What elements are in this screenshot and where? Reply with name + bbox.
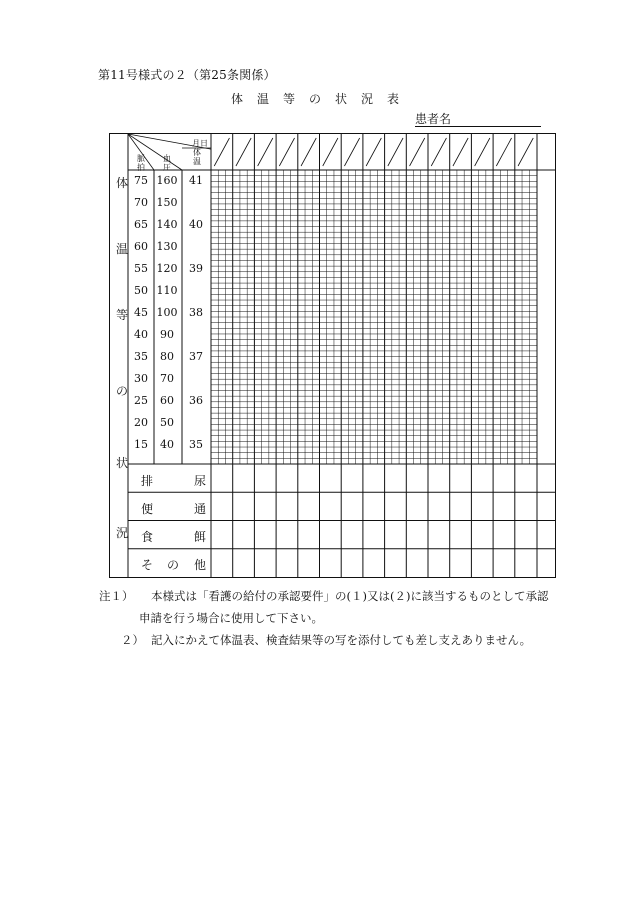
- title-char: 等: [282, 92, 295, 106]
- scale-pulse-value: 40: [134, 328, 148, 341]
- row-label-food-b: 餌: [194, 530, 207, 544]
- date-slash: [258, 138, 273, 166]
- note-1-number: 注１）: [99, 589, 134, 603]
- row-label-bowel-a: 便: [141, 502, 154, 516]
- scale-temp-value: 39: [189, 262, 203, 275]
- scale-bp-value: 110: [156, 284, 178, 297]
- title-char: の: [308, 92, 321, 106]
- row-label-other-b: 他: [194, 558, 207, 572]
- side-label-4: の: [116, 384, 129, 398]
- scale-bp-value: 160: [156, 174, 178, 187]
- scale-temp-value: 36: [189, 394, 203, 407]
- scale-temp-value: 37: [189, 350, 203, 363]
- side-label-3: 等: [116, 308, 129, 322]
- scale-bp-value: 120: [156, 262, 178, 275]
- date-slash: [453, 138, 468, 166]
- date-slash: [518, 138, 533, 166]
- scale-bp-value: 130: [156, 240, 178, 253]
- header-pulse: 脈拍: [137, 154, 145, 172]
- patient-name-field[interactable]: [415, 112, 541, 127]
- scale-pulse-value: 60: [134, 240, 148, 253]
- scale-bp-value: 40: [160, 438, 174, 451]
- row-label-urine-a: 排: [141, 474, 154, 488]
- scale-pulse-value: 35: [134, 350, 148, 363]
- note-1: [99, 585, 569, 629]
- scale-bp-value: 100: [156, 306, 178, 319]
- row-label-urine-b: 尿: [194, 474, 207, 488]
- row-label-bowel-b: 通: [194, 502, 207, 516]
- scale-temp-value: 35: [189, 438, 203, 451]
- form-number: 第11号様式の２（第25条関係）: [98, 68, 276, 82]
- scale-pulse-value: 50: [134, 284, 148, 297]
- vital-signs-sheet: [109, 133, 556, 578]
- date-slash: [496, 138, 511, 166]
- date-slash: [214, 138, 229, 166]
- scale-bp-value: 60: [160, 394, 174, 407]
- scale-temp-value: 40: [189, 218, 203, 231]
- side-label-5: 状: [116, 456, 129, 470]
- scale-bp-value: 140: [156, 218, 178, 231]
- scale-temp-value: 38: [189, 306, 203, 319]
- date-slash: [236, 138, 251, 166]
- header-bp: 血圧: [163, 154, 171, 172]
- date-slash: [431, 138, 446, 166]
- title-char: 状: [335, 92, 348, 106]
- scale-bp-value: 50: [160, 416, 174, 429]
- scale-pulse-value: 65: [134, 218, 148, 231]
- scale-pulse-value: 15: [134, 438, 148, 451]
- side-label-2: 温: [116, 242, 129, 256]
- date-slash: [301, 138, 316, 166]
- side-label-6: 況: [116, 526, 129, 540]
- scale-bp-value: 150: [156, 196, 178, 209]
- note-1-line-1: 本様式は「看護の給付の承認要件」の(１)又は(２)に該当するものとして承認: [151, 589, 549, 603]
- date-slash: [410, 138, 425, 166]
- notes: [99, 585, 569, 651]
- scale-bp-value: 80: [160, 350, 174, 363]
- row-label-other-m: の: [167, 558, 180, 572]
- scale-pulse-value: 70: [134, 196, 148, 209]
- title-char: 況: [361, 92, 374, 106]
- scale-pulse-value: 75: [134, 174, 148, 187]
- scale-bp-value: 90: [160, 328, 174, 341]
- note-1-line-2: 申請を行う場合に使用して下さい。: [139, 611, 323, 625]
- scale-pulse-value: 20: [134, 416, 148, 429]
- header-monthday: 月日: [192, 139, 208, 148]
- title-char: 表: [387, 92, 400, 106]
- date-slash: [344, 138, 359, 166]
- date-slash: [388, 138, 403, 166]
- row-label-food-a: 食: [141, 530, 154, 544]
- scale-bp-value: 70: [160, 372, 174, 385]
- title-char: 体: [230, 92, 243, 106]
- scale-pulse-value: 55: [134, 262, 148, 275]
- patient-name-label: 患者名: [415, 112, 452, 126]
- scale-pulse-value: 45: [134, 306, 148, 319]
- scale-pulse-value: 25: [134, 394, 148, 407]
- date-slash: [366, 138, 381, 166]
- side-label-1: 体: [116, 176, 129, 190]
- note-2: [99, 629, 569, 651]
- page-title: [0, 90, 630, 107]
- date-slash: [279, 138, 294, 166]
- row-label-other-a: そ: [141, 558, 154, 572]
- header-temp: 体温: [193, 148, 201, 166]
- title-char: 温: [256, 92, 269, 106]
- note-2-number: ２）: [121, 633, 144, 647]
- note-2-text: 記入にかえて体温表、検査結果等の写を添付しても差し支えありません。: [151, 633, 532, 647]
- scale-pulse-value: 30: [134, 372, 148, 385]
- date-slash: [323, 138, 338, 166]
- date-slash: [475, 138, 490, 166]
- scale-temp-value: 41: [189, 174, 203, 187]
